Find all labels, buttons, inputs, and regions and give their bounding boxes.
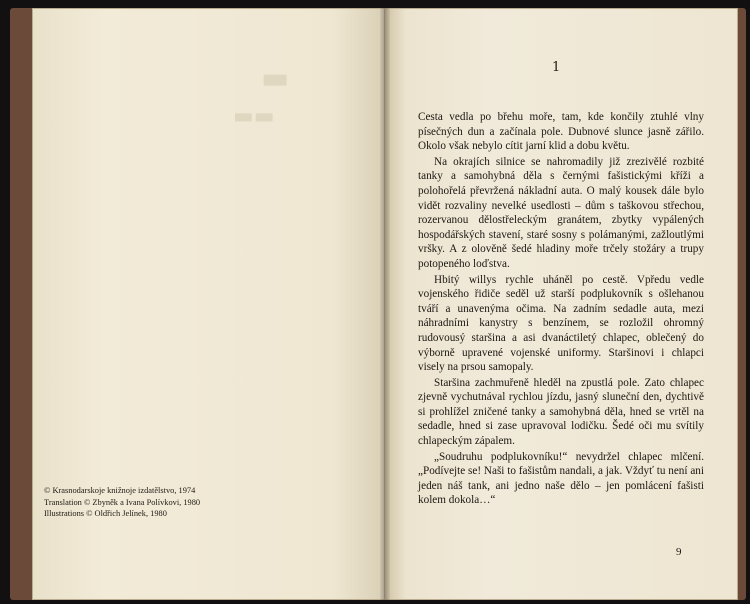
paragraph: Hbitý willys rychle uháněl po cestě. Vpředu vedle vojenského řidiče seděl už starší podplukovník s ošlehanou tváří a unavenýma očima. Na zadním sedadle auta, mezi náhradními kanystry s benzínem, se rozložil ohromný rudovousý staršina a asi dvanáctiletý chlapec, oblečený do výborně upravené vojenské uniformy. Staršinovi i chlapci visely na prsou samopaly. — [418, 273, 704, 374]
body-text — [418, 110, 704, 508]
copyright-line: © Krasnodarskoje knižnoje izdatělstvo, 1974 — [44, 486, 196, 495]
copyright-block — [44, 485, 200, 520]
chapter-number: 1 — [552, 60, 561, 75]
paragraph: „Soudruhu podplukovníku!“ nevydržel chlapec mlčení. „Podívejte se! Naši to fašistům nandali, a jak. Vždyť tu není ani jeden náš tank, ani jedno naše dělo – jen pomlácení fašisti kolem dokola…“ — [418, 450, 704, 507]
copyright-line: Illustrations © Oldřich Jelínek, 1980 — [44, 509, 167, 518]
paragraph: Cesta vedla po břehu moře, tam, kde končily ztuhlé vlny písečných dun a začínala pole. Dubnové slunce jasně zářilo. Okolo však nebylo cítit jarní klid a dobu květu. — [418, 111, 704, 153]
paragraph: Na okrajích silnice se nahromadily již zrezivělé rozbité tanky a samohybná děla s černými fašistickými kříži a polohořelá převržená nákladní auta. O malý kousek dále bylo vidět rozvaliny nevelké usedlosti – dům s taškovou střechou, rozervanou dělostřeleckým granátem, zbytky vypálených hospodářských stavení, staré sosny s polámanými, zažloutlými vršky. A z olověně šedé hladiny moře trčely stožáry a trupy potopeného loďstva. — [418, 155, 704, 270]
book-gutter — [380, 8, 390, 600]
copyright-line: Translation © Zbyněk a Ivana Polívkovi, 1980 — [44, 497, 201, 507]
show-through-mark: ▬ — [261, 61, 290, 96]
paragraph: Staršina zachmuřeně hleděl na zpustlá pole. Zato chlapec zjevně vychutnával rychlou jízdu, jasný sluneční den, dychtivě si prohlížel zničené tanky a samohybná děla, hned se vrtěl na sedadle, hned si zase upravoval lodičku. Šedé oči mu svítily chlapeckým zápalem. — [418, 376, 704, 448]
page-number: 9 — [676, 546, 682, 558]
show-through-mark: ▬▬ — [233, 104, 275, 129]
